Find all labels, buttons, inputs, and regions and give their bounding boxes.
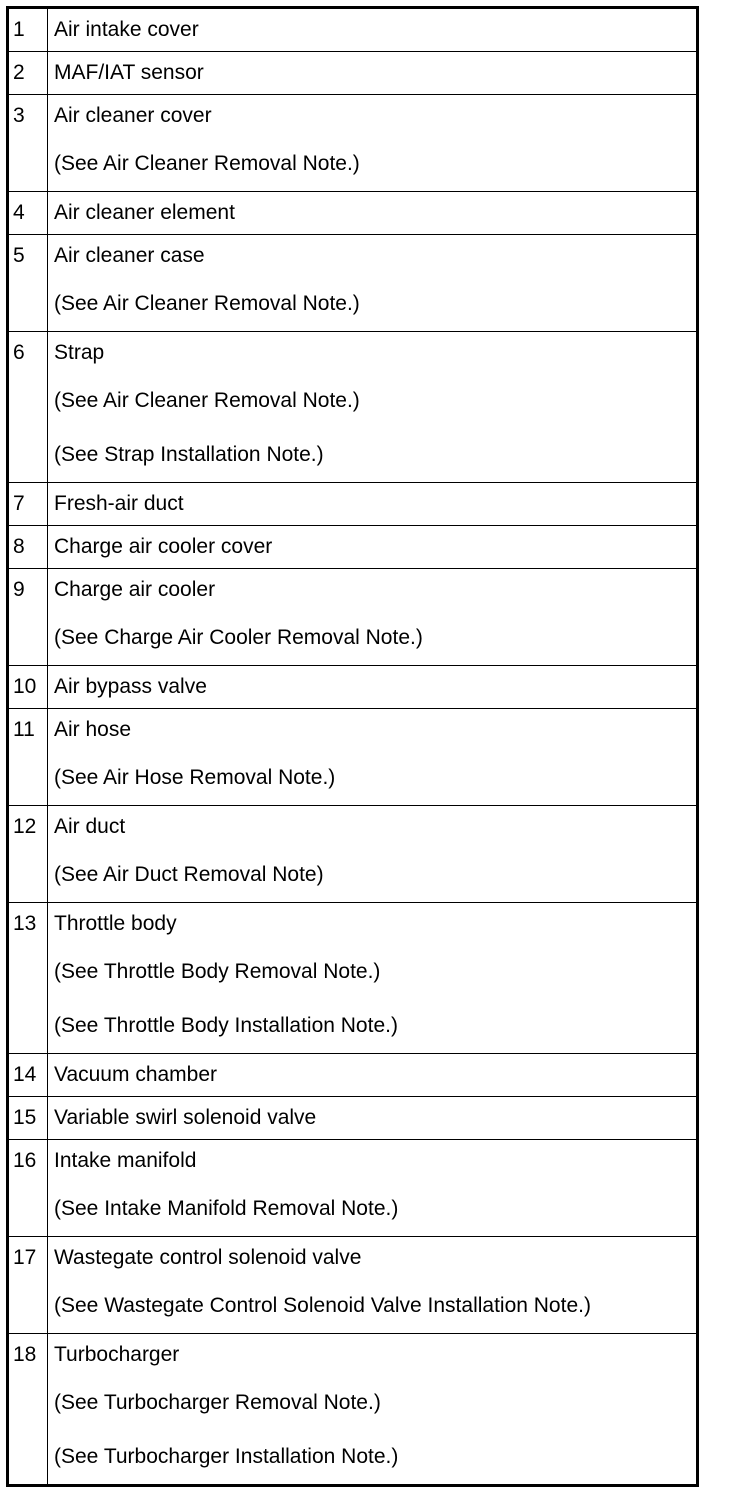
table-row <box>8 1054 698 1097</box>
part-name: Air cleaner cover <box>54 104 212 127</box>
part-note: (See Turbocharger Removal Note.) <box>54 1391 381 1414</box>
part-name: Charge air cooler <box>54 578 216 601</box>
part-name: Variable swirl solenoid valve <box>54 1106 317 1129</box>
part-note: (See Turbocharger Installation Note.) <box>54 1445 399 1468</box>
item-description <box>48 666 698 709</box>
table-row <box>8 1237 698 1334</box>
item-number: 14 <box>8 1054 48 1097</box>
item-number: 12 <box>8 806 48 903</box>
table-row <box>8 1097 698 1140</box>
item-number: 1 <box>8 8 48 52</box>
table-row <box>8 1334 698 1486</box>
item-description <box>48 709 698 806</box>
item-description <box>48 235 698 332</box>
item-number: 8 <box>8 526 48 569</box>
item-description <box>48 569 698 666</box>
part-note: (See Throttle Body Installation Note.) <box>54 1014 398 1037</box>
part-name: Air intake cover <box>54 18 199 41</box>
part-name: Throttle body <box>54 912 177 935</box>
item-description <box>48 483 698 526</box>
part-name: Air duct <box>54 815 126 838</box>
table-row <box>8 52 698 95</box>
item-number: 3 <box>8 95 48 192</box>
part-name: Air bypass valve <box>54 675 207 698</box>
table-row <box>8 1140 698 1237</box>
part-name: Charge air cooler cover <box>54 535 273 558</box>
table-row <box>8 526 698 569</box>
part-note: (See Air Cleaner Removal Note.) <box>54 389 360 412</box>
part-note: (See Air Cleaner Removal Note.) <box>54 152 360 175</box>
item-description <box>48 903 698 1054</box>
part-note: (See Air Hose Removal Note.) <box>54 766 336 789</box>
item-description <box>48 1054 698 1097</box>
table-row <box>8 483 698 526</box>
part-name: Air hose <box>54 718 132 741</box>
item-number: 2 <box>8 52 48 95</box>
part-note: (See Throttle Body Removal Note.) <box>54 960 381 983</box>
part-note: (See Wastegate Control Solenoid Valve Installation Note.) <box>54 1294 591 1317</box>
item-description <box>48 1140 698 1237</box>
item-number: 16 <box>8 1140 48 1237</box>
part-name: Intake manifold <box>54 1149 197 1172</box>
part-name: Vacuum chamber <box>54 1063 218 1086</box>
table-row <box>8 235 698 332</box>
table-row <box>8 903 698 1054</box>
item-number: 10 <box>8 666 48 709</box>
part-note: (See Air Duct Removal Note) <box>54 863 324 886</box>
part-name: Strap <box>54 341 105 364</box>
table-row <box>8 569 698 666</box>
part-name: Air cleaner element <box>54 201 235 224</box>
item-description <box>48 806 698 903</box>
item-description <box>48 8 698 52</box>
table-row <box>8 95 698 192</box>
item-number: 6 <box>8 332 48 483</box>
item-number: 5 <box>8 235 48 332</box>
item-description <box>48 1097 698 1140</box>
item-description <box>48 52 698 95</box>
part-name: MAF/IAT sensor <box>54 61 204 84</box>
item-description <box>48 332 698 483</box>
part-note: (See Intake Manifold Removal Note.) <box>54 1197 399 1220</box>
parts-table-body <box>8 8 698 1486</box>
item-number: 17 <box>8 1237 48 1334</box>
table-row <box>8 806 698 903</box>
item-description <box>48 192 698 235</box>
item-number: 4 <box>8 192 48 235</box>
part-name: Air cleaner case <box>54 244 205 267</box>
part-note: (See Strap Installation Note.) <box>54 443 324 466</box>
part-name: Wastegate control solenoid valve <box>54 1246 362 1269</box>
item-number: 13 <box>8 903 48 1054</box>
item-number: 11 <box>8 709 48 806</box>
table-row <box>8 709 698 806</box>
table-row <box>8 332 698 483</box>
part-name: Turbocharger <box>54 1343 180 1366</box>
item-description <box>48 95 698 192</box>
table-row <box>8 666 698 709</box>
item-number: 9 <box>8 569 48 666</box>
item-description <box>48 1334 698 1486</box>
item-description <box>48 1237 698 1334</box>
item-number: 18 <box>8 1334 48 1486</box>
item-number: 7 <box>8 483 48 526</box>
item-description <box>48 526 698 569</box>
part-note: (See Charge Air Cooler Removal Note.) <box>54 626 423 649</box>
item-number: 15 <box>8 1097 48 1140</box>
parts-table <box>6 6 699 1487</box>
table-row <box>8 8 698 52</box>
part-note: (See Air Cleaner Removal Note.) <box>54 292 360 315</box>
part-name: Fresh-air duct <box>54 492 184 515</box>
table-row <box>8 192 698 235</box>
